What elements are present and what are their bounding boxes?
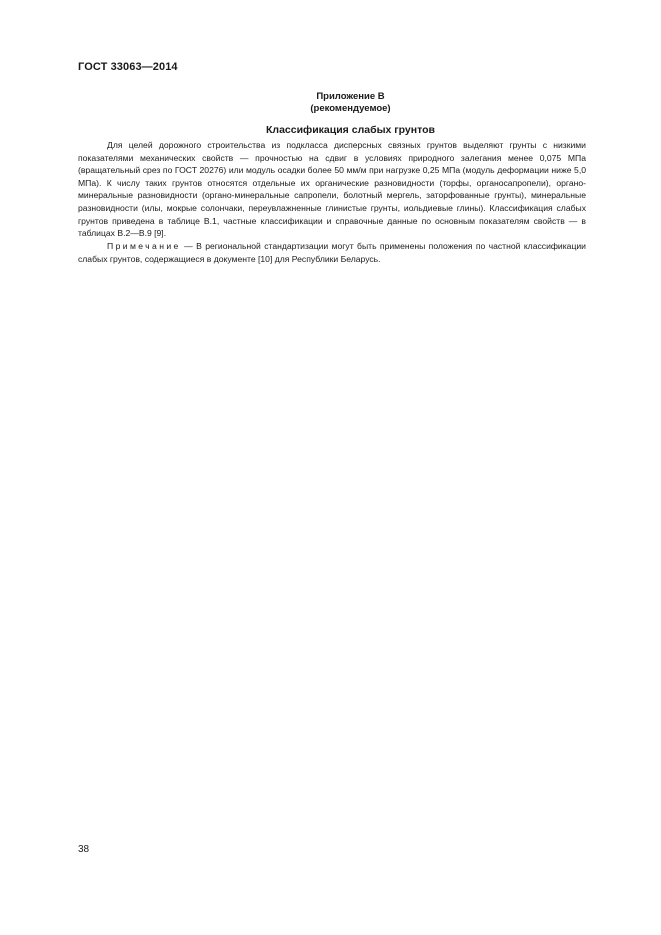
note-text: — В региональной стандартизации могут быть применены положения по частной классификации слабых грунтов, содержащиеся в документе [10] для Республики Беларусь. <box>78 241 586 264</box>
main-paragraph: Для целей дорожного строительства из подкласса дисперсных связных грунтов выделяют грунты с низкими показателями механических свойств — прочностью на сдвиг в условиях природного залегания менее 0,075 МПа (вращательный срез по ГОСТ 20276) или модуль осадки более 50 мм/м при нагрузке 0,25 МПа (модуль деформации ниже 5,0 МПа). К числу таких грунтов относятся отдельные их органические разновидности (торфы, органосапропели), органо-минеральные разновидности (органо-минеральные сапропели, болотный мергель, заторфованные грунты), минеральные разновидности (илы, мокрые солончаки, переувлажненные глинистые грунты, иольдиевые глины). Классификация слабых грунтов приведена в таблице В.1, частные классификации и справочные данные по основным показателям свойств — в таблицах В.2—В.9 [9]. <box>78 140 586 239</box>
note-label: Примечание <box>107 241 181 251</box>
page-number: 38 <box>78 844 90 855</box>
appendix-title: Приложение В <box>316 91 385 102</box>
section-title: Классификация слабых грунтов <box>265 124 435 136</box>
document-standard-code: ГОСТ 33063—2014 <box>78 61 178 73</box>
appendix-status: (рекомендуемое) <box>310 103 391 114</box>
note-paragraph <box>78 240 586 265</box>
